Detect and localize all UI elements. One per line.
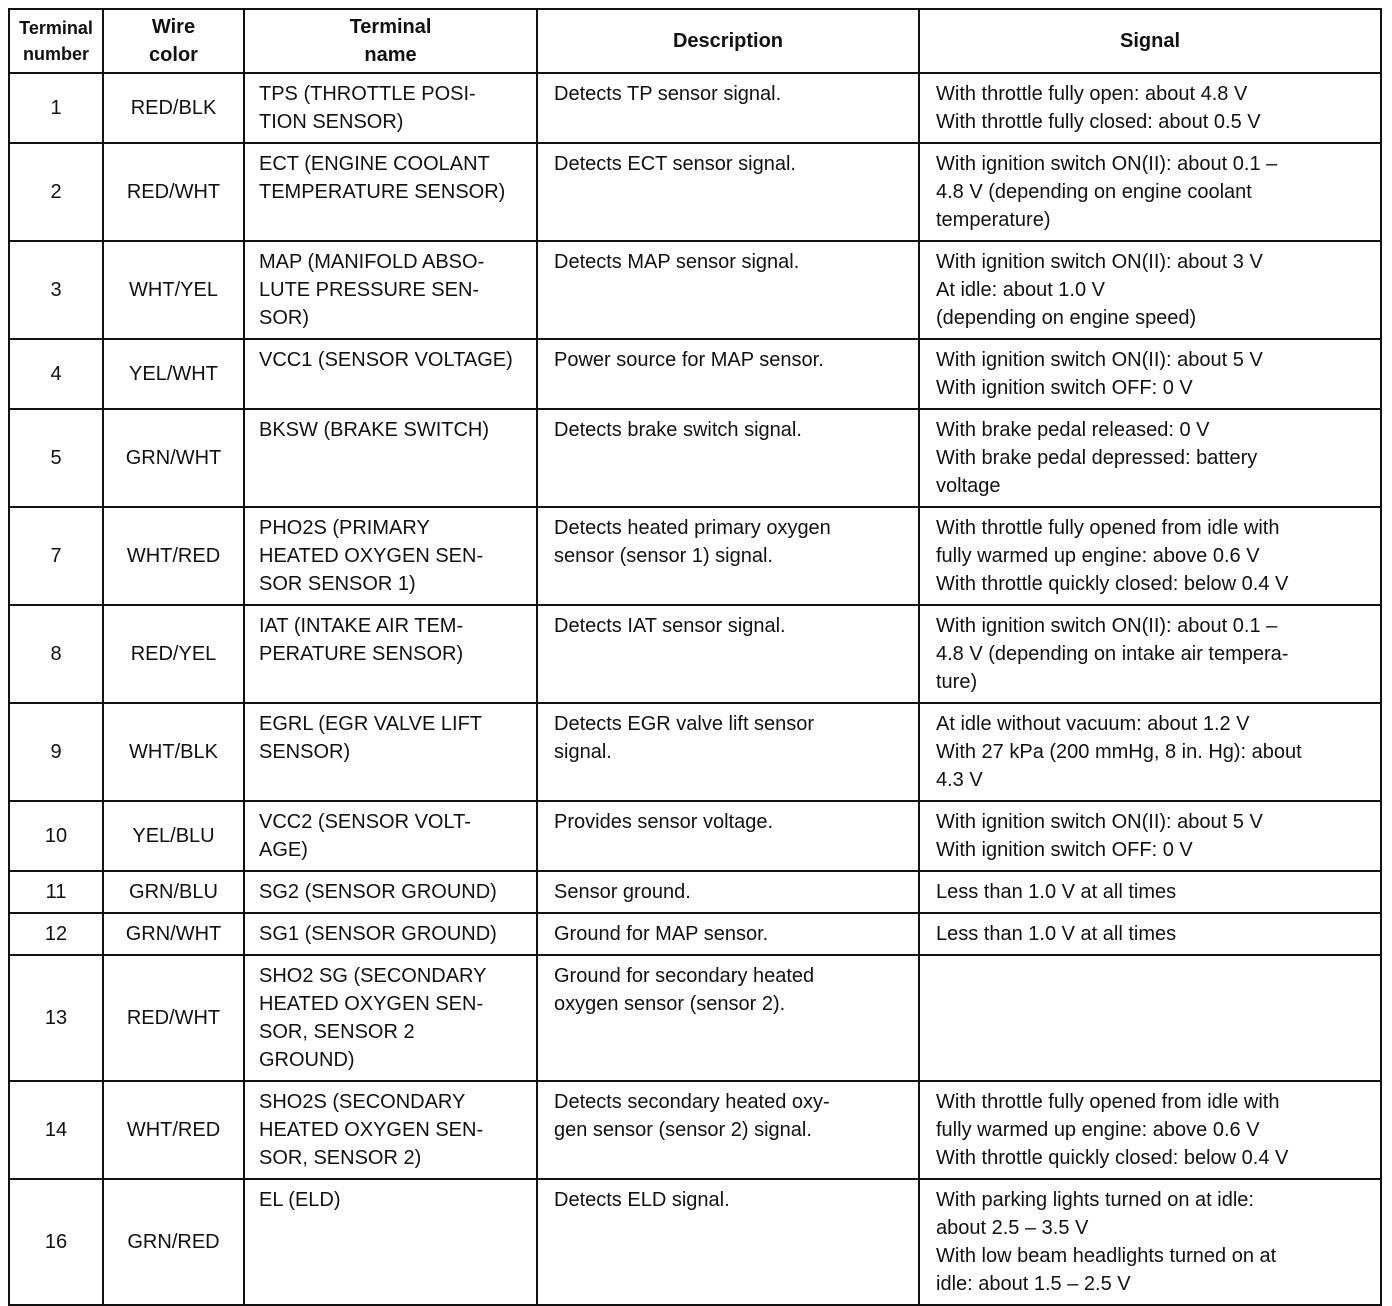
terminal-number-cell: 9 [9,703,103,801]
description-cell-line: Detects IAT sensor signal. [554,615,786,637]
description-cell-line: sensor (sensor 1) signal. [554,545,773,567]
signal-cell [919,913,1381,955]
terminal-name-cell [244,73,537,143]
header-line: Terminal [19,18,93,38]
signal-cell-line: With ignition switch OFF: 0 V [936,839,1193,861]
header-line: number [22,44,89,64]
table-row [9,339,1381,409]
signal-cell-line: With ignition switch ON(II): about 5 V [936,811,1263,833]
description-cell [537,703,919,801]
description-cell [537,605,919,703]
signal-cell [919,801,1381,871]
terminal-name-cell-line: AGE) [259,839,308,861]
signal-cell-line: With ignition switch ON(II): about 3 V [936,251,1263,273]
terminal-name-cell [244,507,537,605]
header-description: Description [537,9,919,73]
description-cell-line: Detects EGR valve lift sensor [554,713,815,735]
wire-color-cell: WHT/RED [103,1081,244,1179]
terminal-name-cell-line: IAT (INTAKE AIR TEM- [259,615,464,637]
description-cell-line: Detects brake switch signal. [554,419,802,441]
signal-cell-line: With throttle fully open: about 4.8 V [936,83,1248,105]
table-header [9,9,1381,73]
description-cell-line: Provides sensor voltage. [554,811,774,833]
wire-color-cell: WHT/BLK [103,703,244,801]
signal-cell-line: At idle: about 1.0 V [936,279,1106,301]
signal-cell-line: fully warmed up engine: above 0.6 V [936,1119,1260,1141]
signal-cell-line: With brake pedal released: 0 V [936,419,1210,441]
description-cell-line: Detects secondary heated oxy- [554,1091,830,1113]
table-row [9,801,1381,871]
description-cell [537,1081,919,1179]
wire-color-cell: GRN/BLU [103,871,244,913]
terminal-name-cell-line: VCC2 (SENSOR VOLT- [259,811,471,833]
terminal-name-cell [244,241,537,339]
table-row [9,1179,1381,1305]
description-cell-line: oxygen sensor (sensor 2). [554,993,786,1015]
table-row [9,73,1381,143]
header-signal: Signal [919,9,1381,73]
table-row [9,507,1381,605]
description-cell [537,143,919,241]
terminal-name-cell [244,1081,537,1179]
terminal-number-cell: 5 [9,409,103,507]
terminal-number-cell: 12 [9,913,103,955]
description-cell [537,955,919,1081]
wire-color-cell: GRN/WHT [103,409,244,507]
terminal-name-cell-line: ECT (ENGINE COOLANT [259,153,490,175]
signal-cell-line: voltage [936,475,1001,497]
terminal-number-cell: 13 [9,955,103,1081]
header-terminal-name [244,9,537,73]
signal-cell-line: With ignition switch ON(II): about 5 V [936,349,1263,371]
description-cell-line: Ground for secondary heated [554,965,815,987]
description-cell [537,409,919,507]
header-row [9,9,1381,73]
terminal-number-cell: 11 [9,871,103,913]
terminal-name-cell [244,955,537,1081]
signal-cell [919,339,1381,409]
terminal-name-cell-line: SOR) [259,307,309,329]
signal-cell-line: With ignition switch ON(II): about 0.1 – [936,153,1278,175]
terminal-name-cell-line: TEMPERATURE SENSOR) [259,181,506,203]
signal-cell [919,507,1381,605]
terminal-name-cell-line: PERATURE SENSOR) [259,643,464,665]
terminal-name-cell-line: LUTE PRESSURE SEN- [259,279,480,301]
description-cell [537,801,919,871]
terminal-name-cell [244,703,537,801]
signal-cell-line: With low beam headlights turned on at [936,1245,1277,1267]
table-row [9,241,1381,339]
signal-cell-line: Less than 1.0 V at all times [936,881,1177,903]
header-line: name [364,44,417,66]
table-row [9,871,1381,913]
table-row [9,605,1381,703]
signal-cell-line: At idle without vacuum: about 1.2 V [936,713,1250,735]
description-cell [537,871,919,913]
wire-color-cell: GRN/WHT [103,913,244,955]
terminal-name-cell-line: EGRL (EGR VALVE LIFT [259,713,483,735]
terminal-name-cell-line: VCC1 (SENSOR VOLTAGE) [259,349,513,371]
terminal-name-cell-line: SOR, SENSOR 2 [259,1021,415,1043]
table-row [9,703,1381,801]
terminal-name-cell-line: SHO2S (SECONDARY [259,1091,466,1113]
terminal-name-cell-line: SOR SENSOR 1) [259,573,416,595]
signal-cell-line: ture) [936,671,978,693]
terminal-name-cell [244,871,537,913]
terminal-number-cell: 4 [9,339,103,409]
header-terminal-number [9,9,103,73]
signal-cell [919,1179,1381,1305]
wire-color-cell: YEL/WHT [103,339,244,409]
signal-cell-line: 4.8 V (depending on engine coolant [936,181,1252,203]
description-cell-line: signal. [554,741,612,763]
table-row [9,955,1381,1081]
description-cell [537,1179,919,1305]
wire-color-cell: YEL/BLU [103,801,244,871]
description-cell-line: Detects TP sensor signal. [554,83,782,105]
terminal-name-cell-line: TPS (THROTTLE POSI- [259,83,476,105]
terminal-name-cell-line: SOR, SENSOR 2) [259,1147,422,1169]
terminal-name-cell [244,339,537,409]
wire-color-cell: WHT/RED [103,507,244,605]
signal-cell-line: Less than 1.0 V at all times [936,923,1177,945]
table-row [9,913,1381,955]
signal-cell [919,241,1381,339]
table-row [9,143,1381,241]
terminal-name-cell-line: HEATED OXYGEN SEN- [259,993,484,1015]
terminal-name-cell [244,143,537,241]
table-row [9,409,1381,507]
header-line: color [149,44,198,66]
description-cell-line: Detects heated primary oxygen [554,517,831,539]
description-cell-line: Detects MAP sensor signal. [554,251,800,273]
signal-cell [919,143,1381,241]
description-cell [537,241,919,339]
wire-color-cell: GRN/RED [103,1179,244,1305]
header-line: Wire [151,16,196,38]
terminal-number-cell: 3 [9,241,103,339]
wire-color-cell: RED/YEL [103,605,244,703]
description-cell-line: gen sensor (sensor 2) signal. [554,1119,812,1141]
signal-cell [919,955,1381,1081]
table-row [9,1081,1381,1179]
description-cell [537,339,919,409]
header-wire-color [103,9,244,73]
terminal-number-cell: 16 [9,1179,103,1305]
terminal-name-cell-line: SHO2 SG (SECONDARY [259,965,487,987]
terminal-name-cell [244,913,537,955]
signal-cell [919,605,1381,703]
signal-cell-line: 4.8 V (depending on intake air tempera- [936,643,1289,665]
signal-cell-line: With 27 kPa (200 mmHg, 8 in. Hg): about [936,741,1302,763]
terminal-number-cell: 1 [9,73,103,143]
table-body [9,73,1381,1305]
wire-color-cell: WHT/YEL [103,241,244,339]
signal-cell-line: temperature) [936,209,1051,231]
description-cell [537,507,919,605]
wire-color-cell: RED/WHT [103,955,244,1081]
terminal-number-cell: 14 [9,1081,103,1179]
wire-color-cell: RED/BLK [103,73,244,143]
terminal-number-cell: 2 [9,143,103,241]
terminal-name-cell [244,409,537,507]
signal-cell-line: fully warmed up engine: above 0.6 V [936,545,1260,567]
terminal-number-cell: 8 [9,605,103,703]
header-line: Terminal [349,16,432,38]
terminal-name-cell-line: HEATED OXYGEN SEN- [259,545,484,567]
terminal-name-cell-line: BKSW (BRAKE SWITCH) [259,419,490,441]
ecm-terminal-table [8,8,1382,1306]
description-cell-line: Power source for MAP sensor. [554,349,824,371]
description-cell-line: Detects ECT sensor signal. [554,153,796,175]
signal-cell-line: about 2.5 – 3.5 V [936,1217,1089,1239]
terminal-name-cell-line: SG1 (SENSOR GROUND) [259,923,497,945]
terminal-name-cell-line: HEATED OXYGEN SEN- [259,1119,484,1141]
terminal-name-cell [244,801,537,871]
terminal-name-cell-line: GROUND) [259,1049,355,1071]
terminal-name-cell-line: EL (ELD) [259,1189,341,1211]
terminal-name-cell-line: PHO2S (PRIMARY [259,517,430,539]
terminal-name-cell-line: SENSOR) [259,741,351,763]
signal-cell [919,73,1381,143]
description-cell-line: Sensor ground. [554,881,691,903]
terminal-number-cell: 10 [9,801,103,871]
signal-cell-line: With throttle fully opened from idle with [936,1091,1280,1113]
signal-cell-line: With throttle fully closed: about 0.5 V [936,111,1261,133]
description-cell [537,73,919,143]
signal-cell-line: With throttle quickly closed: below 0.4 V [936,1147,1289,1169]
signal-cell [919,1081,1381,1179]
terminal-name-cell [244,605,537,703]
signal-cell-line: (depending on engine speed) [936,307,1197,329]
terminal-name-cell-line: SG2 (SENSOR GROUND) [259,881,497,903]
signal-cell [919,871,1381,913]
signal-cell [919,409,1381,507]
terminal-number-cell: 7 [9,507,103,605]
terminal-name-cell-line: MAP (MANIFOLD ABSO- [259,251,485,273]
signal-cell-line: With ignition switch OFF: 0 V [936,377,1193,399]
signal-cell-line: With throttle fully opened from idle with [936,517,1280,539]
signal-cell [919,703,1381,801]
signal-cell-line: idle: about 1.5 – 2.5 V [936,1273,1131,1295]
signal-cell-line: 4.3 V [936,769,983,791]
wire-color-cell: RED/WHT [103,143,244,241]
terminal-name-cell-line: TION SENSOR) [259,111,404,133]
signal-cell-line: With parking lights turned on at idle: [936,1189,1254,1211]
description-cell-line: Ground for MAP sensor. [554,923,769,945]
description-cell [537,913,919,955]
signal-cell-line: With ignition switch ON(II): about 0.1 – [936,615,1278,637]
signal-cell-line: With brake pedal depressed: battery [936,447,1258,469]
terminal-name-cell [244,1179,537,1305]
signal-cell-line: With throttle quickly closed: below 0.4 V [936,573,1289,595]
terminal-table-sheet [8,8,1382,1306]
description-cell-line: Detects ELD signal. [554,1189,730,1211]
